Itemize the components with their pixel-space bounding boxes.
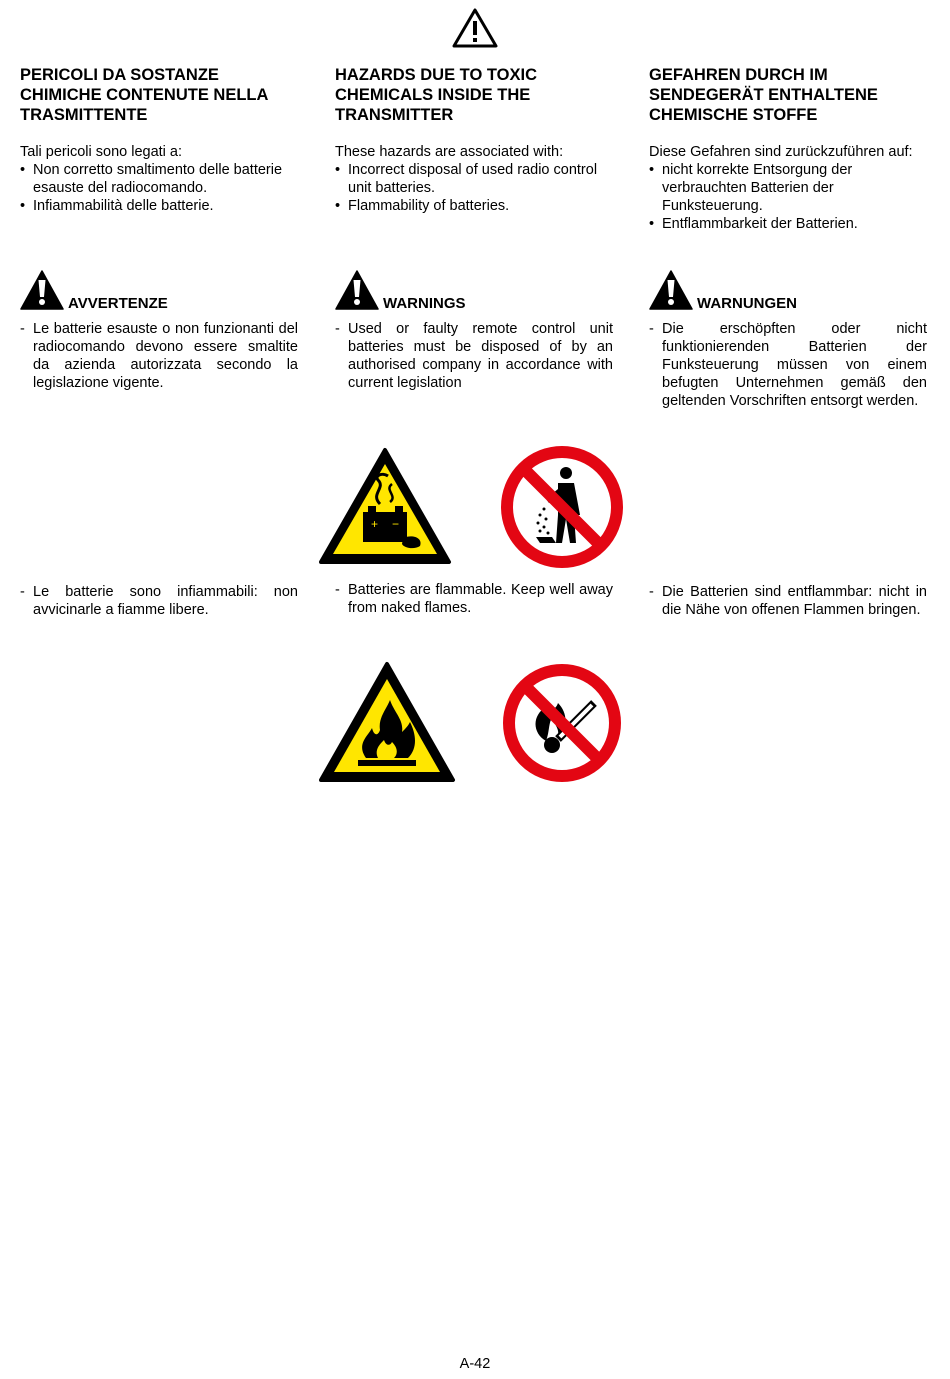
warning-triangle-icon — [452, 7, 498, 49]
flammable-text-en — [335, 581, 613, 617]
flammable-paragraph: - Die Batterien sind entflammbar: nicht in die Nähe von offenen Flammen bringen. — [649, 583, 927, 619]
page-number: A-42 — [459, 1356, 491, 1372]
flammable-text-it — [20, 583, 298, 619]
warning-text-it — [20, 320, 298, 392]
battery-corrosive-warning-icon — [318, 446, 452, 566]
warning-text-en — [335, 320, 613, 392]
list-item: • Non corretto smaltimento delle batterie esauste del radiocomando. — [20, 161, 298, 197]
warning-label: WARNUNGEN — [697, 295, 797, 312]
flammable-warning-icon — [318, 660, 456, 784]
flammable-text-de — [649, 583, 927, 619]
list-item: • nicht korrekte Entsorgung der verbrauchten Batterien der Funksteuerung. — [649, 161, 927, 215]
warning-paragraph: - Used or faulty remote control unit batteries must be disposed of by an authorised company in accordance with current legislation — [335, 320, 613, 392]
flammable-paragraph: - Batteries are flammable. Keep well away from naked flames. — [335, 581, 613, 617]
intro-block-de — [649, 143, 927, 233]
danger-exclamation-icon — [649, 270, 693, 310]
danger-exclamation-icon — [335, 270, 379, 310]
warning-paragraph: - Le batterie esauste o non funzionanti del radiocomando devono essere smaltite da azienda autorizzata secondo la legislazione vigente. — [20, 320, 298, 392]
intro-text: Diese Gefahren sind zurückzuführen auf: — [649, 144, 913, 160]
intro-block-en — [335, 143, 613, 215]
warning-heading-it — [20, 270, 298, 312]
warning-text-de — [649, 320, 927, 410]
intro-block-it — [20, 143, 298, 215]
intro-text: These hazards are associated with: — [335, 144, 564, 160]
svg-text:+: + — [371, 517, 379, 531]
section-title-de: GEFAHREN DURCH IM SENDEGERÄT ENTHALTENE CHEMISCHE STOFFE — [649, 66, 878, 124]
section-title-en: HAZARDS DUE TO TOXIC CHEMICALS INSIDE THE TRANSMITTER — [335, 66, 537, 124]
danger-exclamation-icon — [20, 270, 64, 310]
section-title-it: PERICOLI DA SOSTANZE CHIMICHE CONTENUTE NELLA TRASMITTENTE — [20, 66, 268, 124]
flammable-paragraph: - Le batterie sono infiammabili: non avvicinarle a fiamme libere. — [20, 583, 298, 619]
warning-paragraph: - Die erschöpften oder nicht funktionierenden Batterien der Funksteuerung müssen von einem befugten Unternehmen gemäß den geltenden Vorschriften entsorgt werden. — [649, 320, 927, 410]
no-littering-prohibition-icon — [500, 445, 624, 569]
list-item: • Flammability of batteries. — [335, 197, 613, 215]
warning-heading-en — [335, 270, 613, 312]
list-item: • Infiammabilità delle batterie. — [20, 197, 298, 215]
list-item: • Entflammbarkeit der Batterien. — [649, 215, 927, 233]
warning-label: AVVERTENZE — [68, 295, 168, 312]
list-item: • Incorrect disposal of used radio control unit batteries. — [335, 161, 613, 197]
warning-label: WARNINGS — [383, 295, 466, 312]
warning-heading-de — [649, 270, 927, 312]
svg-text:−: − — [392, 517, 400, 531]
no-open-flame-prohibition-icon — [502, 663, 622, 783]
intro-text: Tali pericoli sono legati a: — [20, 144, 183, 160]
